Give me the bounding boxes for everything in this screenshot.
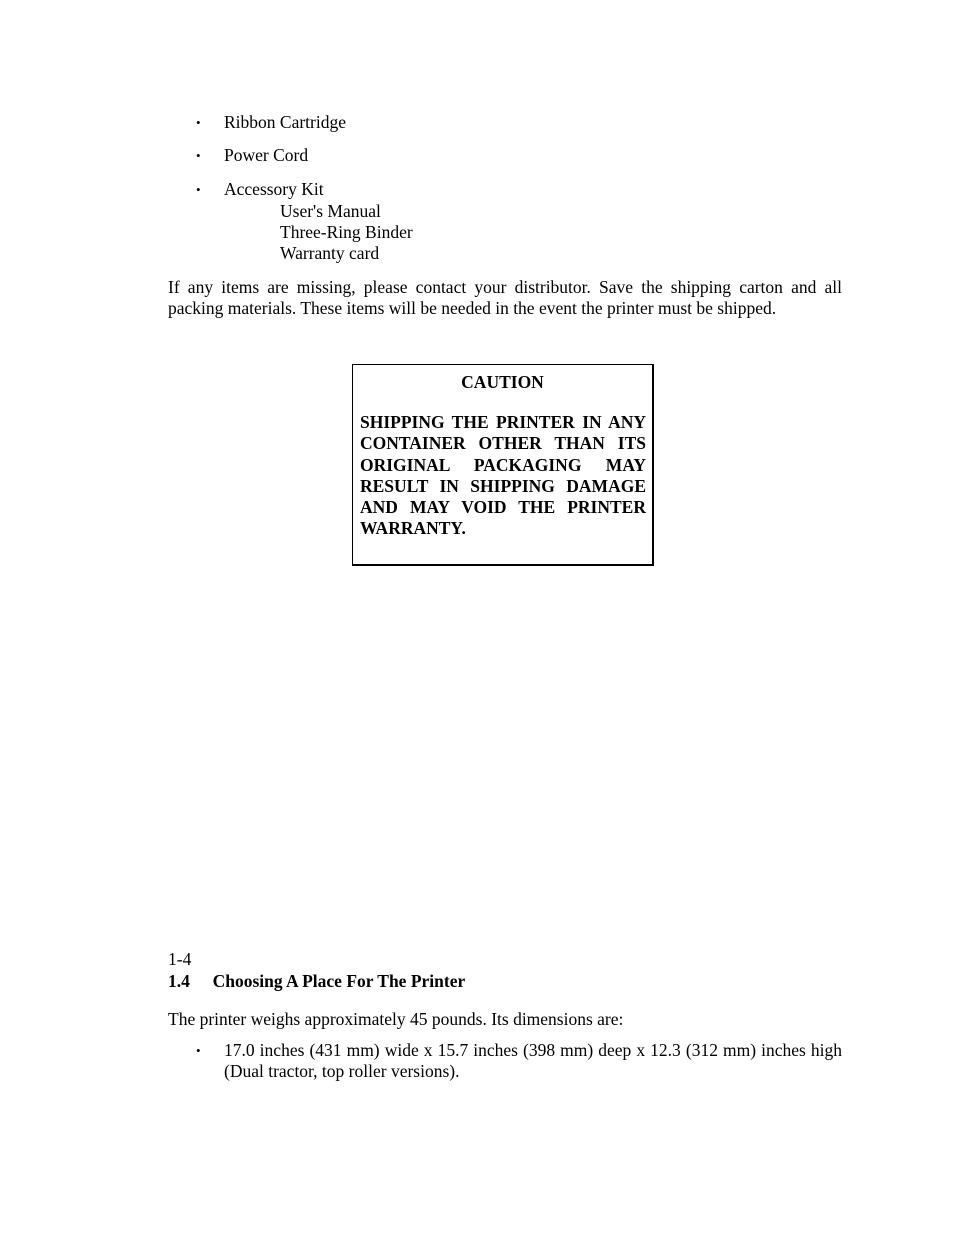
bullet-icon: • [196, 182, 201, 197]
weight-paragraph: The printer weighs approximately 45 pounds. Its dimensions are: [168, 1009, 624, 1029]
caution-text: SHIPPING THE PRINTER IN ANY CONTAINER OTHER THAN ITS ORIGINAL PACKAGING MAY RESULT IN SHIPPING DAMAGE AND MAY VOID THE PRINTER WARRANTY. [360, 412, 646, 539]
section-number: 1.4 [168, 971, 190, 991]
list-item-dimensions [196, 1040, 842, 1082]
missing-items-paragraph: If any items are missing, please contact your distributor. Save the shipping carton and all packing materials. These items will be needed in the event the printer must be shipped. [168, 277, 842, 318]
accessory-kit-item-binder: Three-Ring Binder [280, 222, 413, 242]
page-number: 1-4 [168, 949, 192, 969]
bullet-icon: • [196, 148, 201, 163]
list-item-label: Ribbon Cartridge [224, 112, 346, 132]
list-item-label: Power Cord [224, 145, 309, 165]
accessory-kit-item-users-manual: User's Manual [280, 201, 381, 221]
caution-box [352, 364, 654, 566]
list-item-label: 17.0 inches (431 mm) wide x 15.7 inches (398 mm) deep x 12.3 (312 mm) inches high (Dual tractor, top roller versions). [224, 1040, 842, 1081]
list-item-label: Accessory Kit [224, 179, 324, 199]
bullet-icon: • [196, 115, 201, 130]
bullet-icon: • [196, 1043, 201, 1058]
caution-title: CAUTION [461, 372, 544, 392]
section-heading [168, 971, 465, 992]
section-title: Choosing A Place For The Printer [212, 971, 466, 991]
accessory-kit-item-warranty-card: Warranty card [280, 243, 380, 263]
